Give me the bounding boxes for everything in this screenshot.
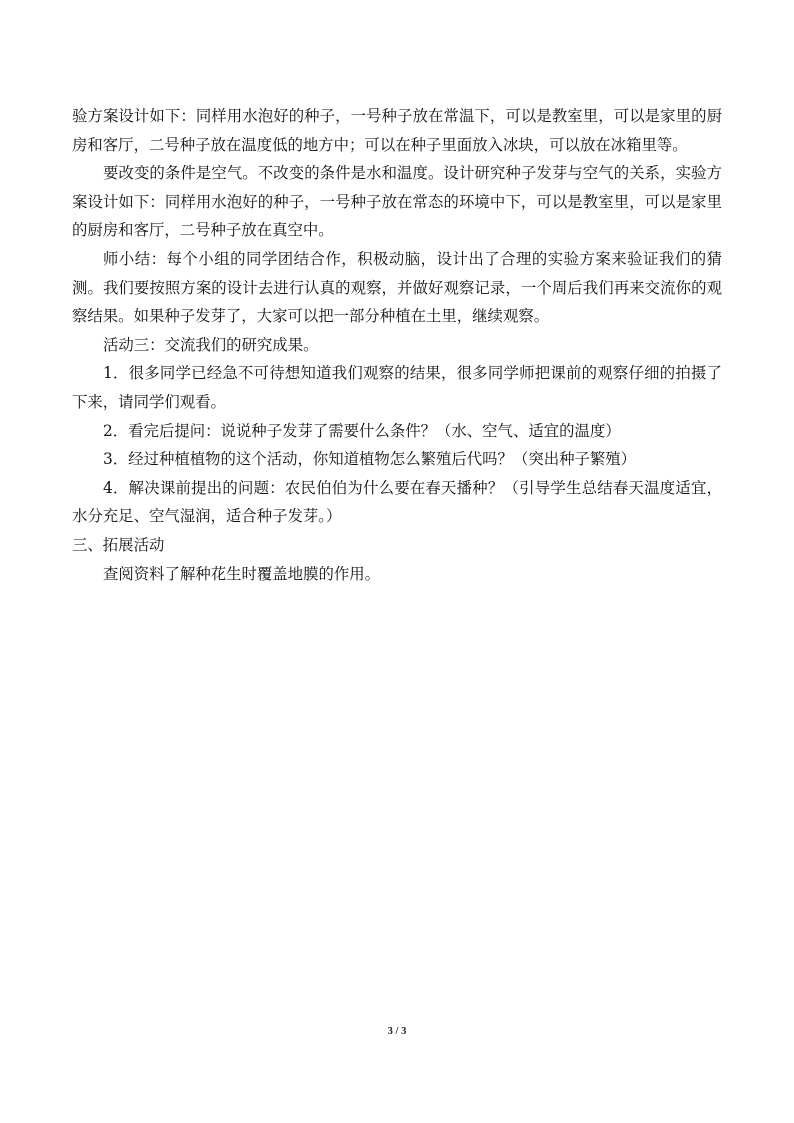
page-number: 3 / 3 bbox=[387, 1026, 407, 1037]
paragraph-extension-task: 查阅资料了解种花生时覆盖地膜的作用。 bbox=[103, 564, 381, 583]
list-item-3: 3．经过种植植物的这个活动，你知道植物怎么繁殖后代吗？（突出种子繁殖） bbox=[103, 450, 637, 469]
section-heading-extension: 三、拓展活动 bbox=[72, 535, 165, 554]
paragraph-activity-three: 活动三：交流我们的研究成果。 bbox=[103, 335, 319, 354]
document-body bbox=[72, 102, 722, 588]
paragraph-experiment-design-continued: 验方案设计如下：同样用水泡好的种子，一号种子放在常温下，可以是教室里，可以是家里的厨房和客厅，二号种子放在温度低的地方中；可以在种子里面放入冰块，可以放在冰箱里等。 bbox=[72, 107, 722, 154]
paragraph-air-condition: 要改变的条件是空气。不改变的条件是水和温度。设计研究种子发芽与空气的关系，实验方案设计如下：同样用水泡好的种子，一号种子放在常态的环境中下，可以是教室里，可以是家里的厨房和客厅，二号种子放在真空中。 bbox=[72, 164, 722, 240]
paragraph-teacher-summary: 师小结：每个小组的同学团结合作，积极动脑，设计出了合理的实验方案来验证我们的猜测。我们要按照方案的设计去进行认真的观察，并做好观察记录，一个周后我们再来交流你的观察结果。如果种子发芽了，大家可以把一部分种植在土里，继续观察。 bbox=[72, 249, 722, 326]
list-item-2: 2．看完后提问：说说种子发芽了需要什么条件？（水、空气、适宜的温度） bbox=[103, 421, 621, 440]
list-item-4: 4．解决课前提出的问题：农民伯伯为什么要在春天播种？（引导学生总结春天温度适宜，水分充足、空气湿润，适合种子发芽。） bbox=[72, 478, 722, 526]
list-item-1: 1．很多同学已经急不可待想知道我们观察的结果，很多同学师把课前的观察仔细的拍摄了下来，请同学们观看。 bbox=[72, 364, 722, 411]
